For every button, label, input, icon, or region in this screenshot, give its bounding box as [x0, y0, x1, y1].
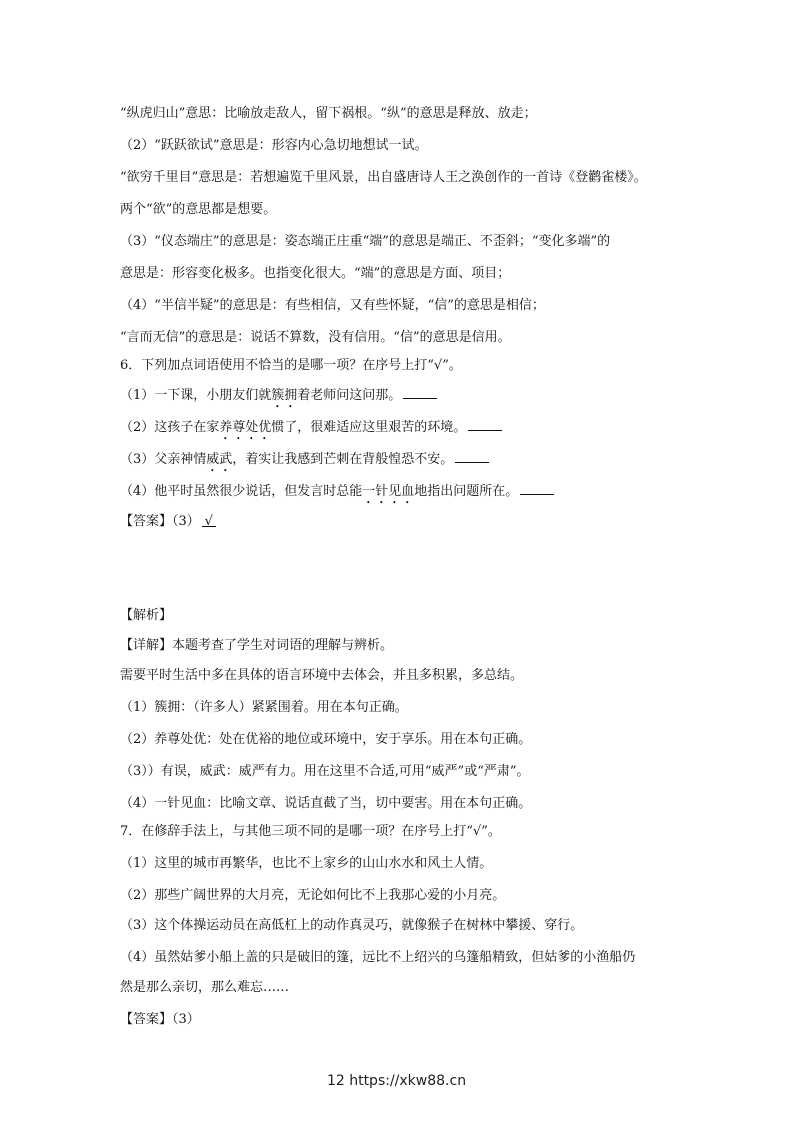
- text-line: “欲穷千里目”意思是：若想遍览千里风景，出自盛唐诗人王之涣创作的一首诗《登鹳雀楼》。: [120, 170, 647, 185]
- option-text: 着老师问这问那。: [297, 388, 402, 403]
- text-line: “言而无信”的意思是：说话不算数，没有信用。“信”的意思是信用。: [120, 330, 511, 345]
- option-text: （3）父亲神情: [120, 452, 207, 467]
- question-7: 7．在修辞手法上，与其他三项不同的是哪一项？在序号上打“√”。: [120, 824, 501, 839]
- q7-option-3: （3）这个体操运动员在高低杠上的动作真灵巧，就像猴子在树林中攀援、穿行。: [120, 918, 584, 933]
- emphasized-word: 簇拥: [271, 388, 298, 403]
- answer-blank: [520, 482, 554, 495]
- q7-option-2: （2）那些广阔世界的大月亮，无论如何比不上我那心爱的小月亮。: [120, 888, 506, 903]
- analysis-item-1: （1）簇拥：（许多人）紧紧围着。用在本句正确。: [120, 700, 408, 715]
- q7-answer: 【答案】（3）: [120, 1012, 200, 1027]
- analysis-detail: 【详解】本题考查了学生对词语的理解与辨析。: [120, 638, 394, 653]
- answer-blank: [403, 386, 437, 399]
- option-text: （4）他平时虽然很少说话，但发言时总能: [120, 484, 363, 499]
- q6-option-2: [120, 418, 680, 443]
- q6-option-4: [120, 482, 680, 507]
- text-line: （3）“仪态端庄”的意思是：姿态端正庄重“端”的意思是端正、不歪斜；“变化多端”的: [120, 234, 611, 249]
- answer-label: 【答案】（3）: [120, 514, 200, 529]
- option-text: （2）这孩子在家: [120, 420, 220, 435]
- q6-option-1: [120, 386, 680, 411]
- text-line: （2）“跃跃欲试”意思是：形容内心急切地想试一试。: [120, 138, 428, 153]
- q7-option-4-cont: 然是那么亲切，那么难忘……: [120, 980, 290, 995]
- answer-blank: [468, 418, 502, 431]
- analysis-heading: 【解析】: [120, 608, 173, 623]
- text-line: 两个“欲”的意思都是想要。: [120, 202, 277, 217]
- emphasized-word: 一针见血: [362, 484, 415, 499]
- emphasized-word: 威武: [206, 452, 233, 467]
- option-text: ，着实让我感到芒刺在背般惶恐不安。: [232, 452, 454, 467]
- answer-blank: [455, 450, 489, 463]
- text-line: “纵虎归山”意思：比喻放走敌人，留下祸根。“纵”的意思是释放、放走；: [120, 106, 537, 121]
- q7-option-4: （4）虽然姑爹小船上盖的只是破旧的篷，远比不上绍兴的乌篷船精致，但姑爹的小渔船仍: [120, 950, 636, 965]
- text-line: （4）“半信半疑”的意思是：有些相信，又有些怀疑，“信”的意思是相信；: [120, 298, 545, 313]
- option-text: 惯了，很难适应这里艰苦的环境。: [271, 420, 467, 435]
- option-text: （1）一下课，小朋友们就: [120, 388, 272, 403]
- option-text: 地指出问题所在。: [414, 484, 519, 499]
- analysis-item-4: （4）一针见血：比喻文章、说话直截了当，切中要害。用在本句正确。: [120, 796, 532, 811]
- q6-option-3: [120, 450, 680, 475]
- emphasized-word: 养尊处优: [219, 420, 272, 435]
- q6-answer: [120, 514, 680, 530]
- page-footer: 12 https://xkw88.cn: [326, 1073, 467, 1089]
- analysis-note: 需要平时生活中多在具体的语言环境中去体会，并且多积累，多总结。: [120, 668, 524, 683]
- analysis-item-2: （2）养尊处优：处在优裕的地位或环境中，安于享乐。用在本句正确。: [120, 732, 532, 747]
- analysis-item-3: （3））有误，威武：威严有力。用在这里不合适,可用“威严”或“严肃”。: [120, 764, 530, 779]
- text-line: 意思是：形容变化极多。也指变化很大。“端”的意思是方面、项目；: [120, 266, 511, 281]
- question-6: 6．下列加点词语使用不恰当的是哪一项？在序号上打“√”。: [120, 358, 462, 373]
- q7-option-1: （1）这里的城市再繁华，也比不上家乡的山山水水和风土人情。: [120, 856, 493, 871]
- check-mark: √: [202, 514, 216, 527]
